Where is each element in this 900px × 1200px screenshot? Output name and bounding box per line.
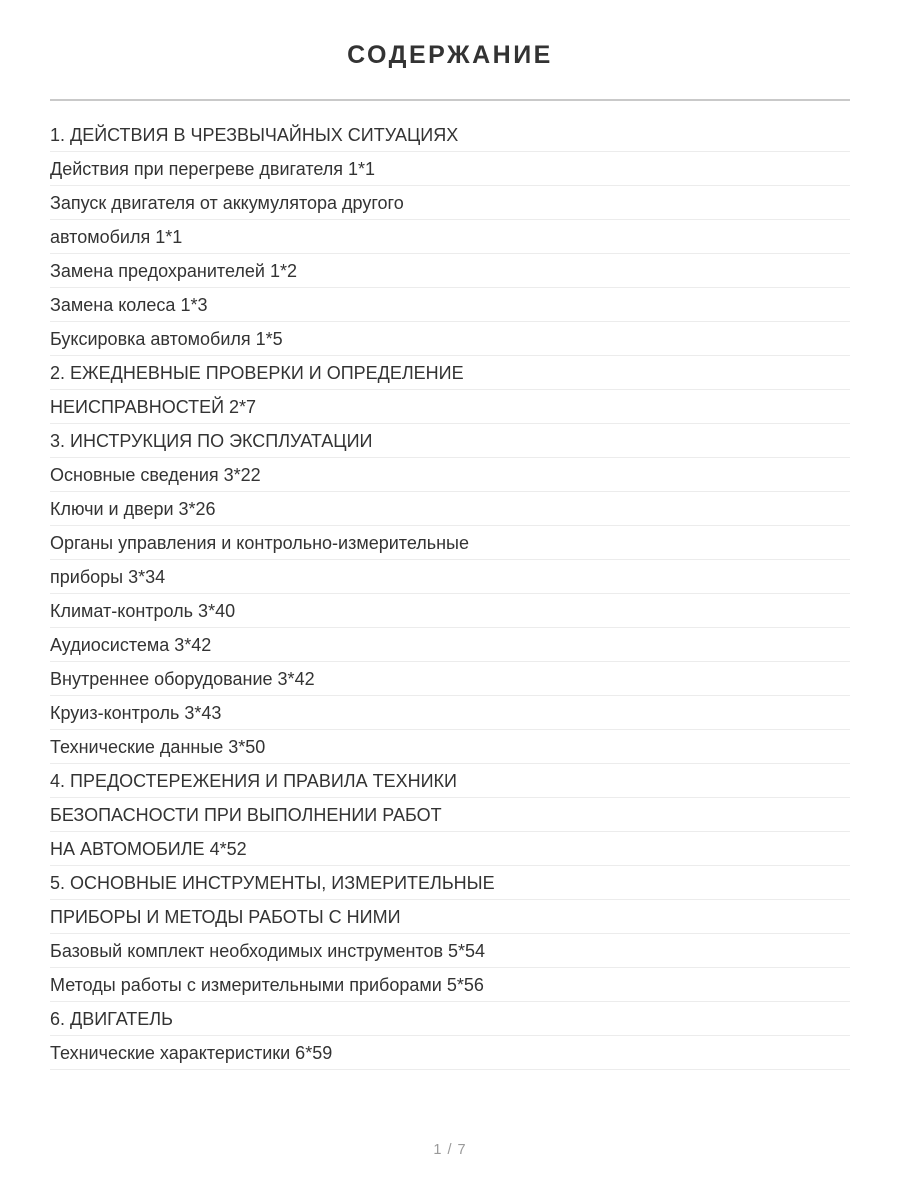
toc-item-row — [50, 186, 850, 220]
toc-item-row — [50, 458, 850, 492]
toc-entry-text: автомобиля 1*1 — [50, 226, 183, 247]
toc-entry-text: Технические характеристики 6*59 — [50, 1042, 333, 1063]
toc-item-row — [50, 696, 850, 730]
toc-entry-text: 4. ПРЕДОСТЕРЕЖЕНИЯ И ПРАВИЛА ТЕХНИКИ — [50, 770, 457, 791]
toc-item-row — [50, 662, 850, 696]
toc-entry-text: Основные сведения 3*22 — [50, 464, 261, 485]
toc-entry-text: приборы 3*34 — [50, 566, 166, 587]
toc-item-row — [50, 492, 850, 526]
toc-section-row — [50, 764, 850, 798]
page-title: СОДЕРЖАНИЕ — [347, 41, 553, 69]
toc-entry-text: 6. ДВИГАТЕЛЬ — [50, 1008, 173, 1029]
toc-section-row — [50, 118, 850, 152]
toc-entry-text: Запуск двигателя от аккумулятора другого — [50, 192, 404, 213]
toc-item-row — [50, 288, 850, 322]
toc-item-row — [50, 254, 850, 288]
toc-section-row — [50, 900, 850, 934]
toc-item-row — [50, 152, 850, 186]
toc-entry-text: Замена колеса 1*3 — [50, 294, 208, 315]
toc-entry-text: НА АВТОМОБИЛЕ 4*52 — [50, 838, 247, 859]
toc-item-row — [50, 322, 850, 356]
toc-item-row — [50, 594, 850, 628]
toc-section-row — [50, 356, 850, 390]
toc-entry-text: 2. ЕЖЕДНЕВНЫЕ ПРОВЕРКИ И ОПРЕДЕЛЕНИЕ — [50, 362, 464, 383]
toc-item-row — [50, 934, 850, 968]
toc-entry-text: Круиз-контроль 3*43 — [50, 702, 222, 723]
toc-item-row — [50, 220, 850, 254]
toc-entry-text: Технические данные 3*50 — [50, 736, 266, 757]
toc-entry-text: Методы работы с измерительными приборами 5*56 — [50, 974, 484, 995]
toc-entry-text: Климат-контроль 3*40 — [50, 600, 236, 621]
toc-entry-text: Аудиосистема 3*42 — [50, 634, 212, 655]
toc-entry-text: 5. ОСНОВНЫЕ ИНСТРУМЕНТЫ, ИЗМЕРИТЕЛЬНЫЕ — [50, 872, 495, 893]
toc-section-row — [50, 1002, 850, 1036]
toc-entry-text: ПРИБОРЫ И МЕТОДЫ РАБОТЫ С НИМИ — [50, 906, 401, 927]
toc-item-row — [50, 526, 850, 560]
toc-entry-text: Замена предохранителей 1*2 — [50, 260, 297, 281]
toc-item-row — [50, 1036, 850, 1070]
toc-entry-text: Внутреннее оборудование 3*42 — [50, 668, 315, 689]
toc-entry-text: Органы управления и контрольно-измерительные — [50, 532, 470, 553]
toc-list — [50, 101, 850, 1070]
toc-entry-text: БЕЗОПАСНОСТИ ПРИ ВЫПОЛНЕНИИ РАБОТ — [50, 804, 442, 825]
toc-section-row — [50, 832, 850, 866]
toc-section-row — [50, 866, 850, 900]
page-indicator: 1 / 7 — [433, 1142, 467, 1158]
toc-entry-text: Ключи и двери 3*26 — [50, 498, 216, 519]
toc-item-row — [50, 730, 850, 764]
toc-section-row — [50, 798, 850, 832]
toc-section-row — [50, 424, 850, 458]
toc-item-row — [50, 628, 850, 662]
toc-entry-text: Базовый комплект необходимых инструментов 5*54 — [50, 940, 486, 961]
toc-entry-text: 1. ДЕЙСТВИЯ В ЧРЕЗВЫЧАЙНЫХ СИТУАЦИЯХ — [50, 124, 459, 145]
toc-item-row — [50, 560, 850, 594]
toc-section-row — [50, 390, 850, 424]
toc-item-row — [50, 968, 850, 1002]
toc-entry-text: Буксировка автомобиля 1*5 — [50, 328, 283, 349]
toc-entry-text: Действия при перегреве двигателя 1*1 — [50, 158, 376, 179]
toc-entry-text: 3. ИНСТРУКЦИЯ ПО ЭКСПЛУАТАЦИИ — [50, 430, 373, 451]
toc-entry-text: НЕИСПРАВНОСТЕЙ 2*7 — [50, 396, 257, 417]
